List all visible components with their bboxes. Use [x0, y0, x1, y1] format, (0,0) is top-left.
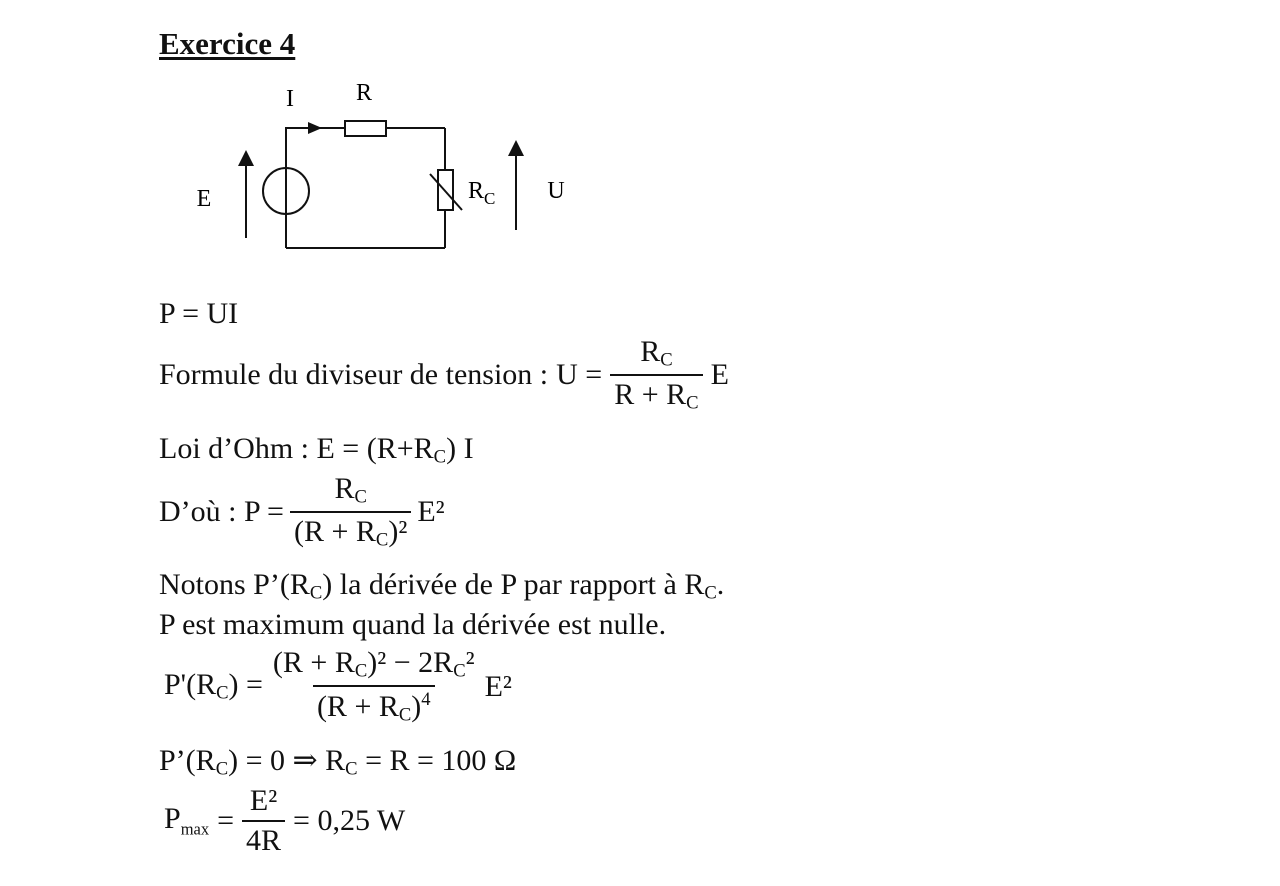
- formula-pmax: $P_{max}$ = $\frac{\text{E²}}{4R}$ = 0,25 W: [164, 784, 406, 857]
- text-notons: Notons $P’(R_C)$ la dérivée de P par rapport à $R_C$.: [159, 568, 725, 604]
- diviseur-fraction: $\frac{R_C}{R + R_C}$: [610, 337, 702, 413]
- derivative-fraction: $\frac{(R + R_C)^2 - 2R_C^2}{(R + R_C)^4}$: [272, 646, 475, 726]
- label-rc: $R_C$: [468, 178, 496, 208]
- formula-zero: $P’(R_C) = 0$ ⇒ $R_C = R = 100$ Ω: [159, 744, 517, 780]
- formula-derivative: $P'(R_C)$ = $\frac{(R + R_C)^2 - 2R_C^2}{(R + R_C)^4}$ E²: [164, 646, 512, 726]
- resistor-r-icon: [345, 121, 386, 136]
- formula-dou: D’où : P = $\frac{R_C}{(R + R_C)^2}$ E²: [159, 472, 445, 551]
- pmax-fraction: $\frac{\text{E²}}{4R}$: [242, 786, 285, 856]
- label-e: E: [196, 186, 212, 212]
- diviseur-prefix: Formule du diviseur de tension :: [159, 358, 549, 392]
- dou-fraction: $\frac{R_C}{(R + R_C)^2}$: [290, 474, 411, 550]
- formula-ohm: Loi d’Ohm : $E = (R+R_C)$ I: [159, 432, 474, 468]
- formula-diviseur: [159, 337, 729, 413]
- u-arrow-icon: [508, 140, 524, 156]
- diviseur-rhs: E: [710, 358, 729, 392]
- text-pmax: P est maximum quand la dérivée est nulle.: [159, 608, 667, 641]
- label-i: I: [286, 86, 294, 112]
- diviseur-lhs: U =: [556, 358, 603, 392]
- circuit-diagram: [180, 70, 600, 270]
- e-arrow-icon: [238, 150, 254, 166]
- variable-arrow-icon: [430, 174, 462, 210]
- current-arrow-icon: [308, 122, 322, 134]
- formula-p-ui: P = UI: [159, 297, 239, 330]
- exercise-title: Exercice 4: [159, 26, 296, 61]
- label-r: R: [355, 80, 373, 106]
- label-u: U: [547, 178, 565, 204]
